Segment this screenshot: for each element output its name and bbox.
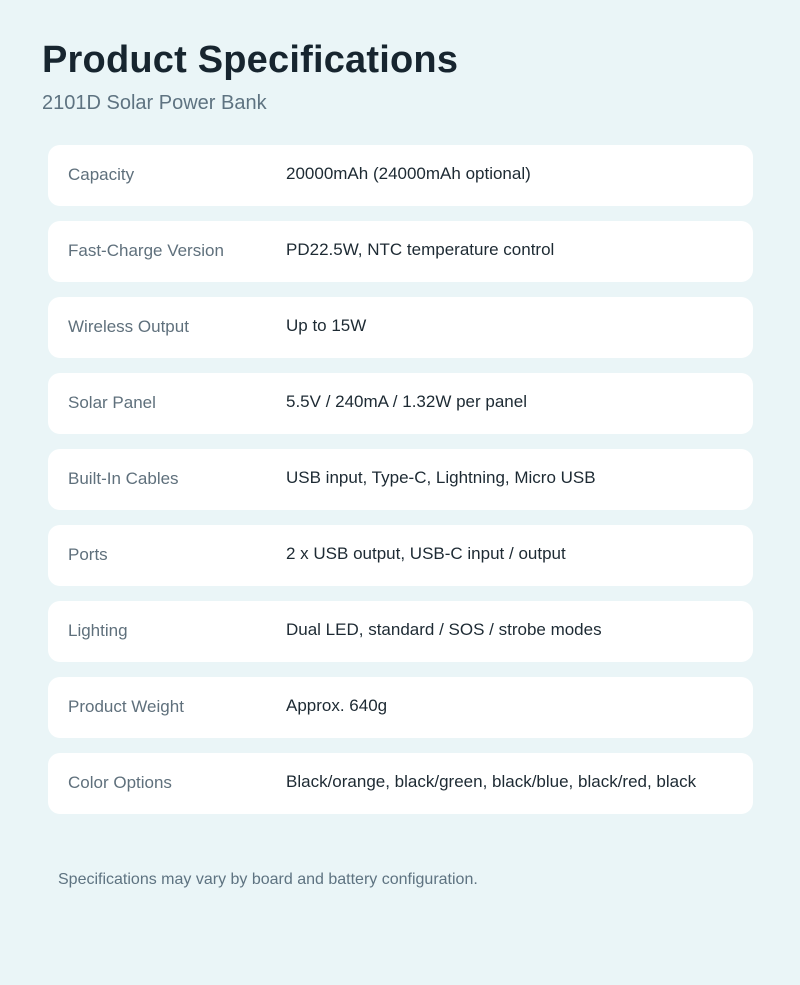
spec-row-product-weight bbox=[48, 677, 753, 738]
spec-label: Product Weight bbox=[68, 697, 184, 716]
page-title: Product Specifications bbox=[42, 39, 459, 81]
spec-value: Approx. 640g bbox=[286, 696, 388, 715]
spec-label: Ports bbox=[68, 545, 108, 564]
spec-row-capacity bbox=[48, 145, 753, 206]
spec-row-fast-charge-version bbox=[48, 221, 753, 282]
spec-value: USB input, Type-C, Lightning, Micro USB bbox=[286, 468, 596, 487]
spec-label: Fast-Charge Version bbox=[68, 241, 224, 260]
page-subtitle: 2101D Solar Power Bank bbox=[42, 92, 267, 114]
spec-value: Black/orange, black/green, black/blue, black/red, black bbox=[286, 772, 697, 791]
spec-label: Capacity bbox=[68, 165, 135, 184]
spec-row-lighting bbox=[48, 601, 753, 662]
spec-row-wireless-output bbox=[48, 297, 753, 358]
footnote: Specifications may vary by board and battery configuration. bbox=[58, 871, 478, 888]
spec-value: PD22.5W, NTC temperature control bbox=[286, 240, 555, 259]
spec-value: 5.5V / 240mA / 1.32W per panel bbox=[286, 392, 527, 411]
spec-row-built-in-cables bbox=[48, 449, 753, 510]
spec-label: Wireless Output bbox=[68, 317, 189, 336]
spec-row-solar-panel bbox=[48, 373, 753, 434]
spec-label: Solar Panel bbox=[68, 393, 156, 412]
spec-value: 20000mAh (24000mAh optional) bbox=[286, 164, 531, 183]
spec-label: Lighting bbox=[68, 621, 128, 640]
spec-value: 2 x USB output, USB-C input / output bbox=[286, 544, 566, 563]
spec-label: Color Options bbox=[68, 773, 172, 792]
spec-row-ports bbox=[48, 525, 753, 586]
spec-value: Dual LED, standard / SOS / strobe modes bbox=[286, 620, 602, 639]
spec-value: Up to 15W bbox=[286, 316, 367, 335]
spec-row-color-options bbox=[48, 753, 753, 814]
spec-list bbox=[48, 145, 753, 829]
spec-label: Built-In Cables bbox=[68, 469, 179, 488]
